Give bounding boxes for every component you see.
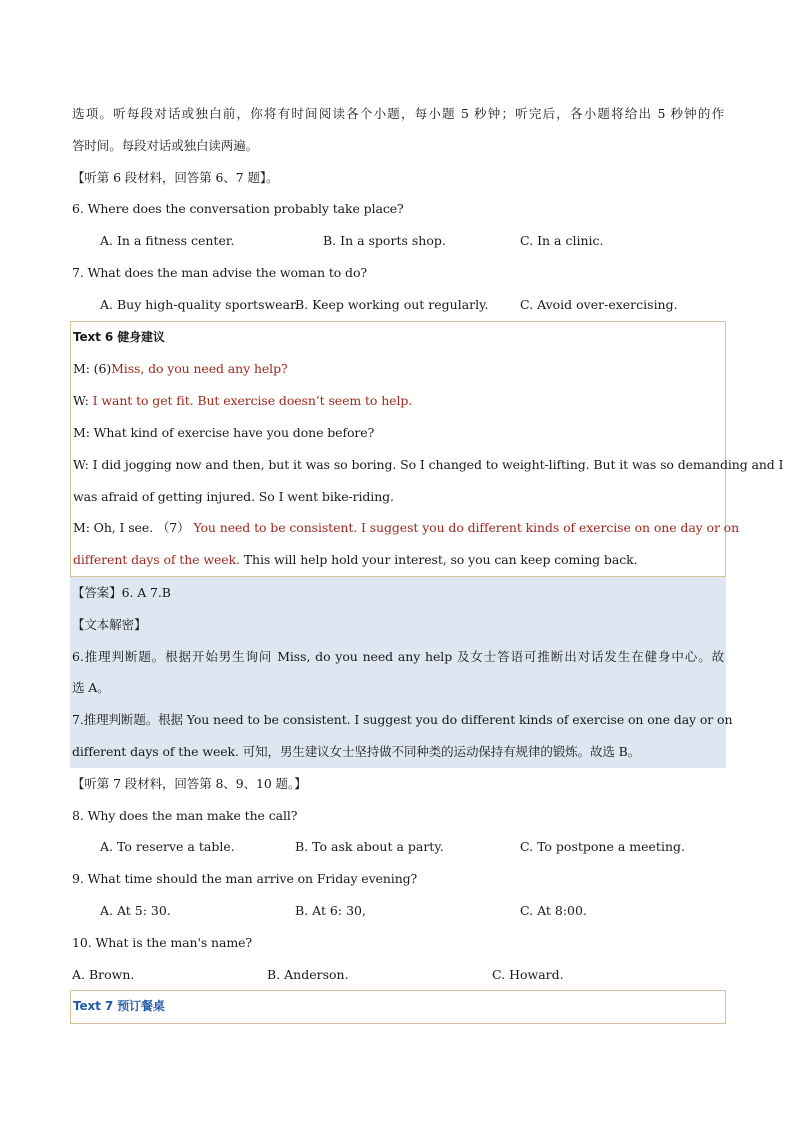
option-c: C. At 8:00. <box>520 902 587 918</box>
explanation-line: different days of the week. 可知，男生建议女士坚持做不同种类的运动保持有规律的锻炼。故选 B。 <box>72 743 641 759</box>
transcript-line: W: I did jogging now and then, but it was so boring. So I changed to weight-lifting. But it was so demanding and I <box>73 456 784 472</box>
option-a: A. Brown. <box>72 966 135 982</box>
intro-line-2: 答时间。每段对话或独白读两遍。 <box>72 137 259 153</box>
option-b: B. Anderson. <box>267 966 349 982</box>
explanation-line: 7.推理判断题。根据 You need to be consistent. I suggest you do different kinds of exercise on one day or on <box>72 712 733 728</box>
question-6-stem: 6. Where does the conversation probably take place? <box>72 201 404 217</box>
option-c: C. Avoid over-exercising. <box>520 296 678 312</box>
option-c: C. To postpone a meeting. <box>520 839 685 855</box>
transcript-line: different days of the week. This will help hold your interest, so you can keep coming back. <box>73 552 638 568</box>
document-page <box>72 98 784 1024</box>
answer-line: 【答案】6. A 7.B <box>72 584 171 600</box>
question-8-options <box>72 831 724 863</box>
option-b: B. In a sports shop. <box>323 233 446 249</box>
question-10-stem: 10. What is the man's name? <box>72 934 252 950</box>
transcript-line: M: What kind of exercise have you done before? <box>73 424 375 440</box>
section-7-header: 【听第 7 段材料，回答第 8、9、10 题。】 <box>72 775 307 791</box>
key-sentence: different days of the week. <box>73 552 240 568</box>
text-7-title: Text 7 预订餐桌 <box>73 999 165 1014</box>
question-7-options <box>72 289 724 321</box>
question-9-stem: 9. What time should the man arrive on Friday evening? <box>72 871 418 887</box>
option-a: A. To reserve a table. <box>100 839 235 855</box>
option-c: C. Howard. <box>492 966 564 982</box>
question-6-options <box>72 225 724 257</box>
option-c: C. In a clinic. <box>520 233 604 249</box>
section-6-header: 【听第 6 段材料，回答第 6、7 题】。 <box>72 169 279 185</box>
key-sentence: I want to get fit. But exercise doesn’t seem to help. <box>92 393 413 409</box>
intro-line-1: 选项。听每段对话或独白前，你将有时间阅读各个小题，每小题 5 秒钟；听完后，各小题将给出 5 秒钟的作 <box>72 106 724 121</box>
key-sentence: You need to be consistent. I suggest you do different kinds of exercise on one day or on <box>193 520 740 536</box>
key-sentence: Miss, do you need any help? <box>111 361 288 377</box>
question-8-stem: 8. Why does the man make the call? <box>72 807 298 823</box>
option-a: A. In a fitness center. <box>100 233 235 249</box>
question-10-options <box>72 959 724 991</box>
explanation-line: 选 A。 <box>72 680 110 696</box>
option-b: B. Keep working out regularly. <box>295 296 489 312</box>
transcript-line: was afraid of getting injured. So I went bike-riding. <box>73 488 394 504</box>
text-7-transcript <box>70 990 726 1024</box>
text-6-transcript <box>70 321 784 577</box>
option-a: A. Buy high-quality sportswear. <box>100 296 299 312</box>
transcript-line: M: Oh, I see. （7） You need to be consistent. I suggest you do different kinds of exercise on one day or on <box>73 520 740 536</box>
text-6-title: Text 6 健身建议 <box>73 329 165 344</box>
transcript-line: W: I want to get fit. But exercise doesn’t seem to help. <box>73 393 413 409</box>
option-b: B. To ask about a party. <box>295 839 444 855</box>
explanation-line: 6.推理判断题。根据开始男生询问 Miss, do you need any help 及女士答语可推断出对话发生在健身中心。故 <box>72 648 724 664</box>
question-7-stem: 7. What does the man advise the woman to do? <box>72 264 367 280</box>
option-b: B. At 6: 30, <box>295 902 366 918</box>
question-9-options <box>72 895 724 927</box>
answer-block <box>70 577 733 768</box>
analysis-header: 【文本解密】 <box>72 616 147 632</box>
transcript-line: M: (6)Miss, do you need any help? <box>73 361 288 377</box>
option-a: A. At 5: 30. <box>100 902 171 918</box>
